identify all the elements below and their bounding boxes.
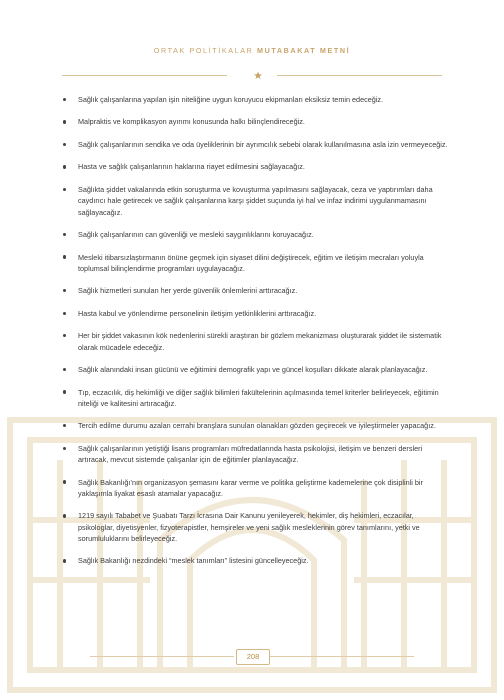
bullet-dot-icon: [63, 312, 66, 315]
bullet-text: Sağlık çalışanlarının sendika ve oda üyeliklerinin bir ayrımcılık sebebi olarak kullanılmasına asla izin vermeyeceğiz.: [78, 139, 448, 149]
bullet-text: Sağlık çalışanlarının yetiştiği lisans programları müfredatlarında hasta psikolojisi, iletişim ve benzeri dersleri artıracak, mevcut sistemde çalışanlar için de eğitimler planlayacağız.: [78, 443, 423, 465]
footer-line-left: [90, 656, 234, 657]
page-number: 208: [236, 649, 270, 665]
divider-line-left: [62, 75, 227, 76]
bullet-text: Sağlık Bakanlığı nezdindeki “meslek tanımları” listesini güncelleyeceğiz.: [78, 556, 309, 566]
bullet-item: [62, 477, 448, 500]
bullet-dot-icon: [63, 255, 66, 258]
bullet-item: [62, 229, 448, 240]
bullet-dot-icon: [63, 120, 66, 123]
bullet-item: [62, 364, 448, 375]
bullet-text: Tıp, eczacılık, diş hekimliği ve diğer sağlık bilimleri fakültelerinin açılmasında temel kriterler belirleyecek, eğitimin niteliği ve kalitesini artıracağız.: [78, 387, 439, 408]
bullet-item: [62, 285, 448, 296]
bullet-dot-icon: [63, 233, 66, 236]
bullet-item: [62, 308, 448, 319]
bullet-dot-icon: [63, 98, 66, 101]
bullet-text: Malpraktis ve komplikasyon ayırımı konusunda halkı bilinçlendireceğiz.: [78, 117, 305, 127]
bullet-dot-icon: [63, 480, 66, 483]
bullet-item: [62, 387, 448, 410]
bullet-text: Hasta ve sağlık çalışanlarının haklarına riayet edilmesini sağlayacağız.: [78, 162, 305, 172]
bullet-text: 1219 sayılı Tababet ve Şuabatı Tarzı İcrasına Dair Kanunu yenileyerek, hekimler, diş hekimleri, eczacılar, psikologlar, diyetisyenler, fizyoterapistler, hemşireler ve yeni sağlık mesleklerinin görev tanımlarını, yetki ve sorumluluklarını belirleyeceğiz.: [78, 511, 420, 543]
bullet-text: Sağlık alanındaki insan gücünü ve eğitimini demografik yapı ve güncel koşulları dikkate alarak planlayacağız.: [78, 365, 428, 375]
bullet-text: Sağlık çalışanlarının can güvenliği ve mesleki saygınlıklarını koruyacağız.: [78, 230, 314, 240]
bullet-text: Tercih edilme durumu azalan cerrahi branşlara sunulan olanakları gözden geçirecek ve iyileştirmeler yapacağız.: [78, 421, 436, 431]
bullet-dot-icon: [63, 514, 66, 517]
header-title-bold: MUTABAKAT METNİ: [257, 46, 351, 55]
bullet-text: Sağlık Bakanlığı’nın organizasyon şemasını karar verme ve politika geliştirme kademelerine çok disiplinli bir yaklaşımla liyakat esaslı atamalar yapacağız.: [78, 477, 423, 498]
divider-line-right: [277, 75, 442, 76]
header-title-light: ORTAK POLİTİKALAR: [153, 46, 254, 55]
bullet-dot-icon: [63, 447, 66, 450]
bullet-dot-icon: [63, 188, 66, 191]
bullet-item: [62, 443, 448, 466]
bullet-item: [62, 330, 448, 353]
bullet-item: [62, 161, 448, 172]
bullet-dot-icon: [63, 390, 66, 393]
emblem-divider: [62, 62, 442, 88]
bullet-dot-icon: [63, 289, 66, 292]
bullet-dot-icon: [63, 559, 66, 562]
bullet-item: [62, 94, 448, 105]
bullet-item: [62, 139, 448, 150]
policy-bullet-list: [62, 94, 448, 578]
crescent-star-icon: [234, 62, 270, 88]
footer-line-right: [270, 656, 414, 657]
bullet-text: Her bir şiddet vakasının kök nedenlerini sürekli araştıran bir gözlem mekanizması oluşturarak şiddet ile sistematik olarak mücadele edeceğiz.: [78, 331, 442, 352]
bullet-text: Hasta kabul ve yönlendirme personelinin iletişim yetkinliklerini arttıracağız.: [78, 308, 317, 318]
bullet-text: Sağlık çalışanlarına yapılan işin niteliğine uygun koruyucu ekipmanları eksiksiz temin edeceğiz.: [78, 95, 384, 104]
bullet-text: Mesleki itibarsızlaştırmanın önüne geçmek için siyaset dilini değiştirecek, eğitim ve iletişim mecraları yoluyla toplumsal bilinçlendirme programları uygulayacağız.: [78, 252, 424, 273]
bullet-item: [62, 420, 448, 431]
bullet-item: [62, 252, 448, 275]
bullet-dot-icon: [63, 143, 66, 146]
bullet-dot-icon: [63, 424, 66, 427]
bullet-item: [62, 184, 448, 218]
bullet-item: [62, 555, 448, 566]
bullet-dot-icon: [63, 368, 66, 371]
bullet-dot-icon: [63, 165, 66, 168]
running-header: [0, 46, 504, 55]
bullet-item: [62, 116, 448, 127]
bullet-dot-icon: [63, 334, 66, 337]
bullet-text: Sağlık hizmetleri sunulan her yerde güvenlik önlemlerini arttıracağız.: [78, 286, 298, 296]
bullet-item: [62, 510, 448, 544]
bullet-text: Sağlıkta şiddet vakalarında etkin soruşturma ve kovuşturma yapılmasını sağlayacak, ceza ve yaptırımları daha caydırıcı hale getirecek ve sağlık çalışanlarına karşı şiddet suçunda iyi hal ve infaz indirimi uygulanmamasını sağlayacağız.: [78, 184, 433, 217]
